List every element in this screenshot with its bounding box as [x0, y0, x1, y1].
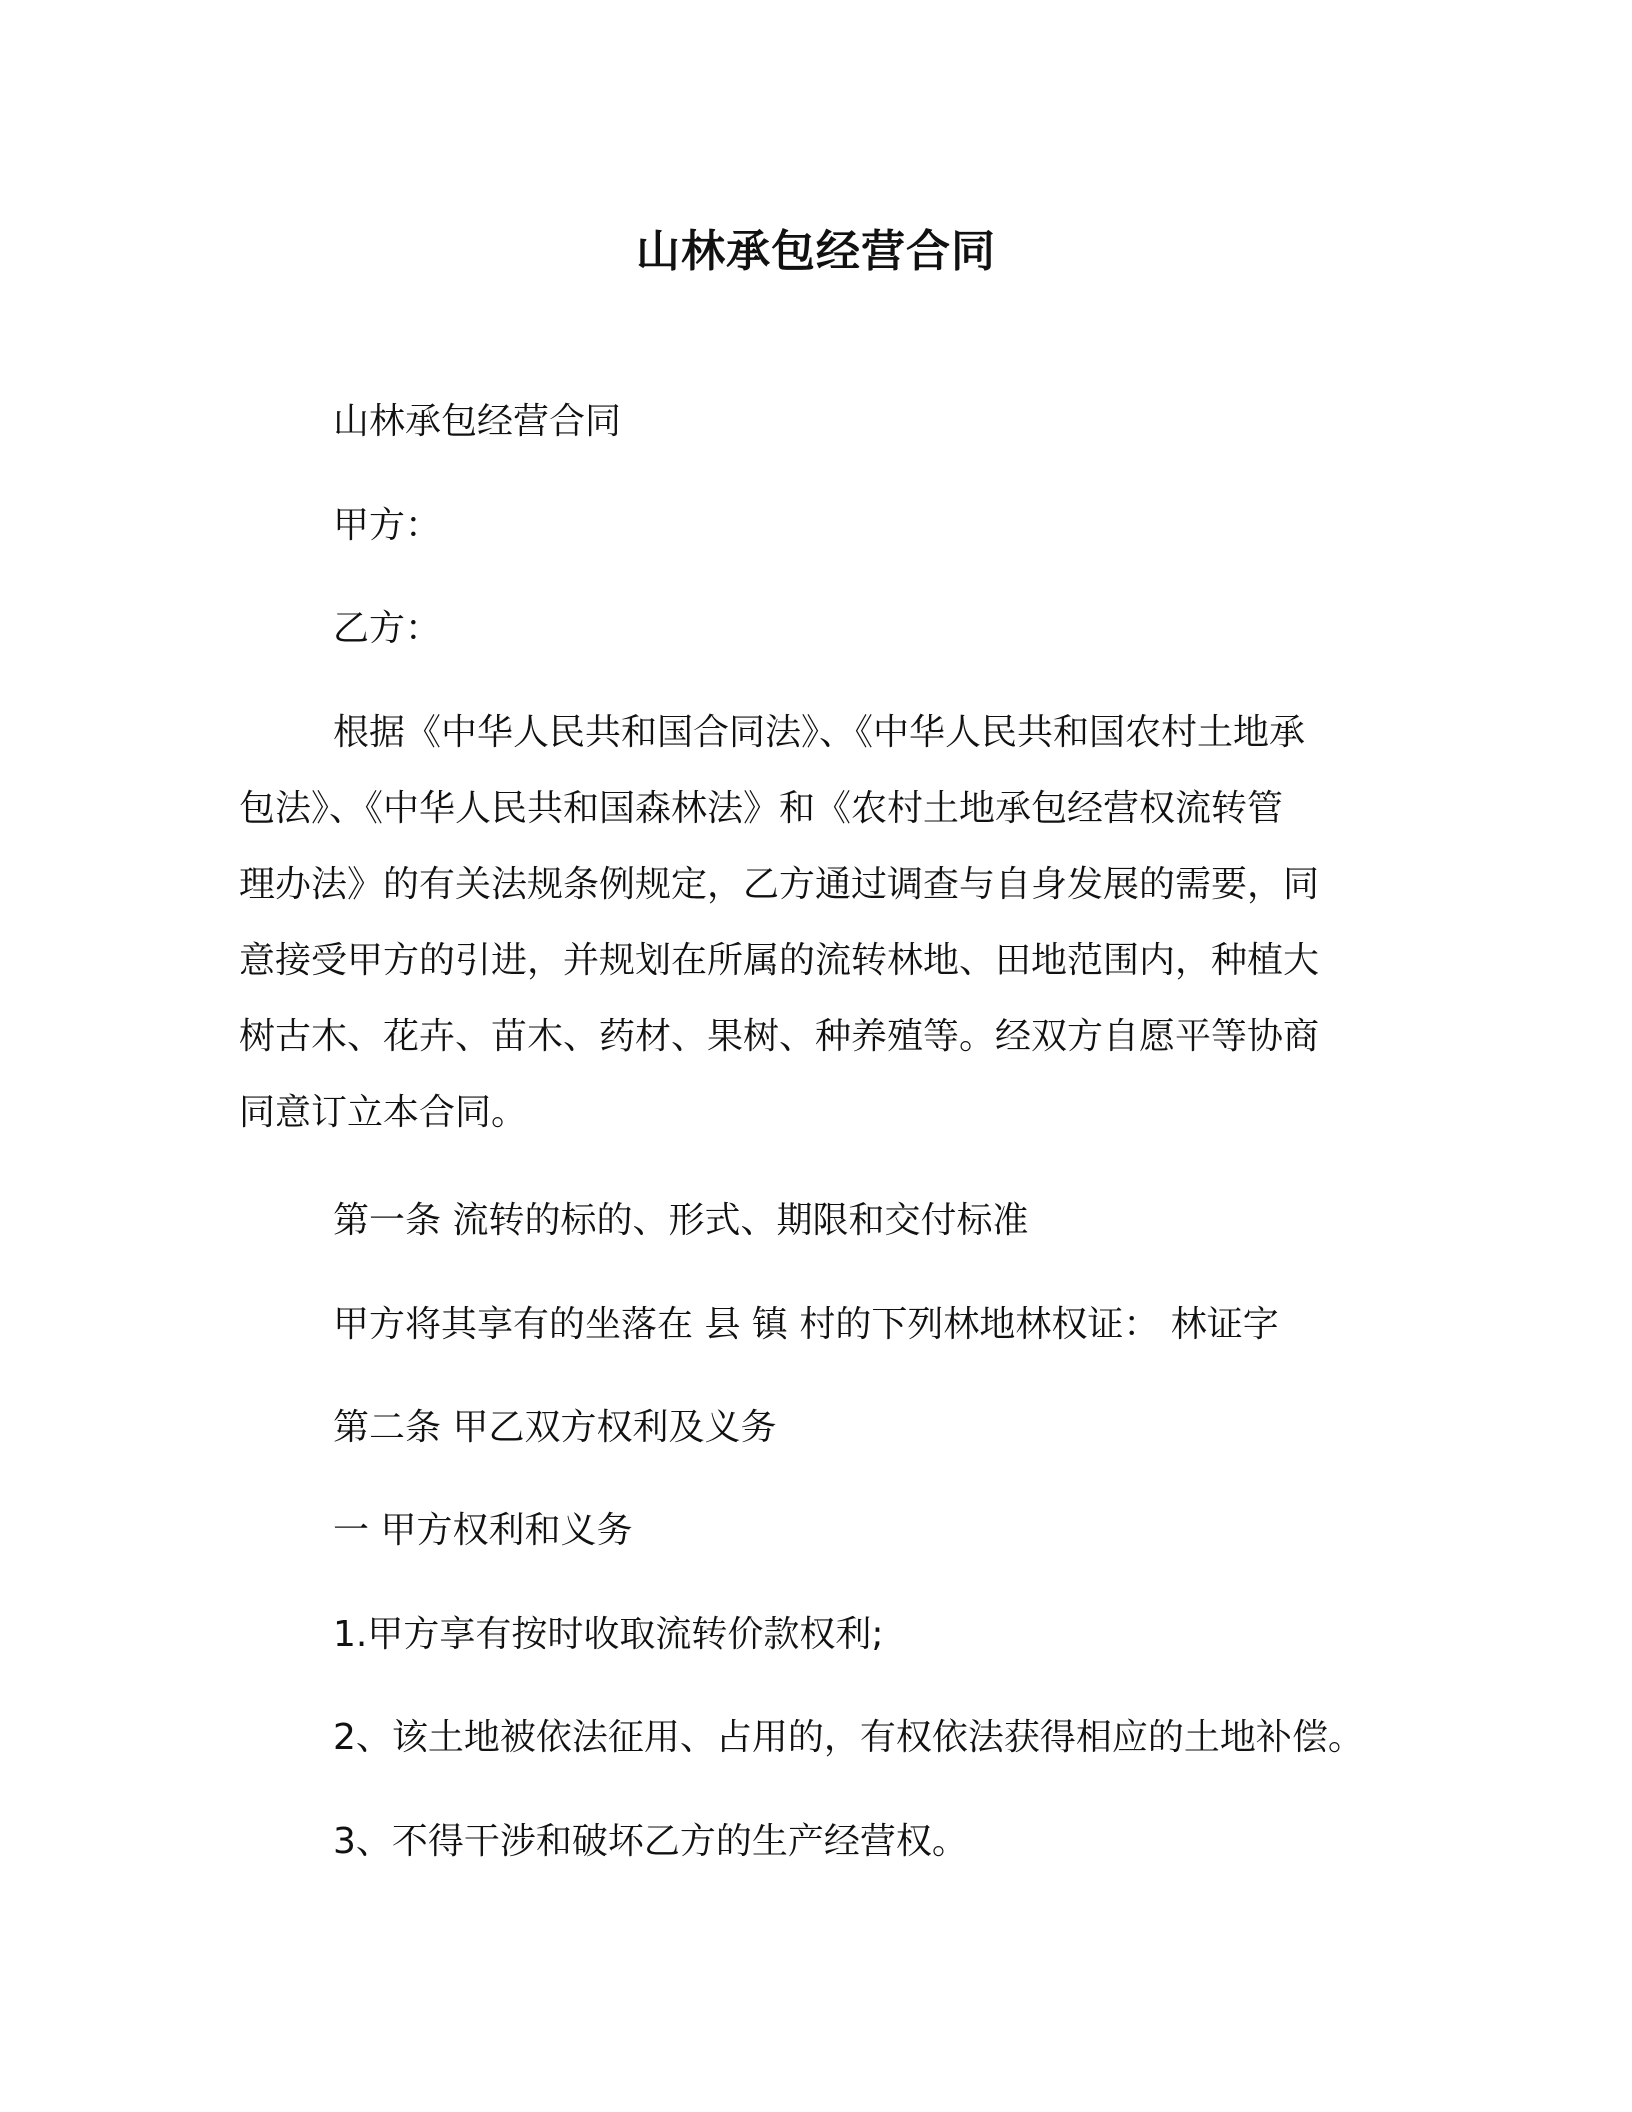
- list-item-1: 1.甲方享有按时收取流转价款权利;: [333, 1614, 884, 1655]
- contract-subtitle: 山林承包经营合同: [333, 401, 622, 442]
- preamble-line: 意接受甲方的引进，并规划在所属的流转林地、田地范围内，种植大: [239, 940, 1320, 981]
- article2-heading: 第二条 甲乙双方权利及义务: [333, 1407, 777, 1448]
- list-item-3: 3、不得干涉和破坏乙方的生产经营权。: [333, 1821, 968, 1862]
- preamble-line: 根据《中华人民共和国合同法》、《中华人民共和国农村土地承: [333, 712, 1306, 753]
- article1-heading: 第一条 流转的标的、形式、期限和交付标准: [333, 1200, 1029, 1241]
- preamble-line: 树古木、花卉、苗木、药材、果树、种养殖等。经双方自愿平等协商: [239, 1016, 1320, 1057]
- preamble-line: 同意订立本合同。: [239, 1092, 528, 1133]
- preamble-line: 包法》、《中华人民共和国森林法》和《农村土地承包经营权流转管: [239, 788, 1284, 829]
- party-b-label: 乙方：: [333, 608, 442, 649]
- preamble-paragraph: [239, 695, 1389, 1151]
- party-a-label: 甲方：: [333, 505, 442, 546]
- article1-text: 甲方将其享有的坐落在 县 镇 村的下列林地林权证： 林证字: [333, 1304, 1279, 1345]
- section1-heading: 一 甲方权利和义务: [333, 1510, 633, 1551]
- document-title: 山林承包经营合同: [636, 226, 996, 277]
- list-item-2: 2、该土地被依法征用、占用的，有权依法获得相应的土地补偿。: [333, 1717, 1364, 1758]
- preamble-line: 理办法》的有关法规条例规定，乙方通过调查与自身发展的需要，同: [239, 864, 1320, 905]
